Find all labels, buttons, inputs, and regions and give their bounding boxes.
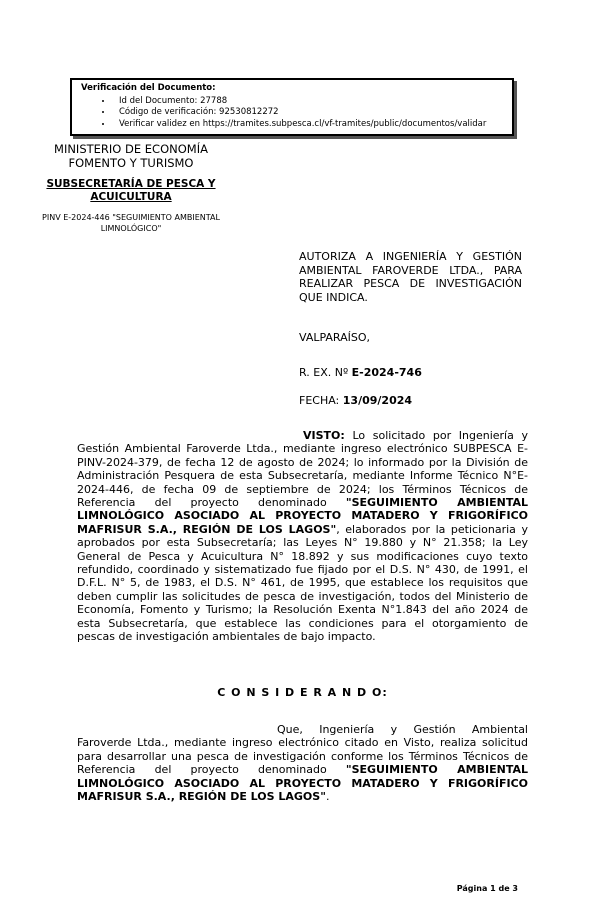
resolution-number-label: R. EX. Nº — [299, 366, 352, 379]
subsecretaria-name — [25, 178, 237, 204]
visto-text-2: , elaborados por la peticionaria y aprobados por esta Subsecretaría; las Leyes N° 19.880 y N° 21.358; la Ley General de Pesca y Acuicultura N° 18.892 y sus modificaciones cuyo texto refundido, coordinado y sistematizado fue fijado por el D.S. N° 430, de 1991, el D.F.L. N° 5, de 1983, el D.S. N° 461, de 1995, que establece los requisitos que deben cumplir las solicitudes de pesca de investigación, todos del Ministerio de Economía, Fomento y Turismo; la Resolución Exenta N°1.843 del año 2024 de esta Subsecretaría, que establece las condiciones para el otorgamiento de pescas de investigación ambientales de bajo impacto. — [77, 522, 528, 644]
project-reference: PINV E-2024-446 "SEGUIMIENTO AMBIENTAL LIMNOLÓGICO" — [42, 213, 220, 233]
ministry-line-2: FOMENTO Y TURISMO — [68, 156, 194, 170]
resolution-number-value: E-2024-746 — [351, 366, 422, 379]
verification-item-document-id: • Id del Documento: 27788 — [113, 96, 507, 108]
subsecretaria-line-1: SUBSECRETARÍA DE PESCA Y — [46, 178, 216, 190]
visto-project-title: "SEGUIMIENTO AMBIENTAL LIMNOLÓGICO ASOCIADO AL PROYECTO MATADERO Y FRIGORÍFICO MAFRISUR S.A., REGIÓN DE LOS LAGOS" — [77, 496, 528, 536]
resolution-date-value: 13/09/2024 — [342, 394, 413, 407]
page-indicator: Página 1 de 3 — [456, 884, 518, 893]
considerando-paragraph — [77, 723, 528, 803]
verification-box — [70, 78, 514, 136]
resolution-date-line — [299, 394, 412, 407]
resolution-date-label: FECHA: — [299, 394, 343, 407]
verification-item-code: • Código de verificación: 92530812272 — [113, 107, 507, 119]
considerando-heading: C O N S I D E R A N D O: — [217, 686, 388, 699]
resolution-subject: AUTORIZA A INGENIERÍA Y GESTIÓN AMBIENTAL FAROVERDE LTDA., PARA REALIZAR PESCA DE INVESTIGACIÓN QUE INDICA. — [299, 250, 522, 304]
considerando-text-2: . — [325, 790, 330, 804]
visto-heading: VISTO: — [303, 429, 345, 442]
verification-title: Verificación del Documento: — [81, 83, 216, 93]
ministry-name — [25, 142, 237, 170]
considerando-project-title: "SEGUIMIENTO AMBIENTAL LIMNOLÓGICO ASOCIADO AL PROYECTO MATADERO Y FRIGORÍFICO MAFRISUR S.A., REGIÓN DE LOS LAGOS" — [77, 763, 528, 804]
city-line: VALPARAÍSO, — [299, 331, 371, 344]
verification-item-validation-url: • Verificar validez en https://tramites.subpesca.cl/vf-tramites/public/documentos/validar — [113, 119, 507, 131]
ministry-line-1: MINISTERIO DE ECONOMÍA — [54, 142, 208, 156]
subsecretaria-line-2: ACUICULTURA — [90, 191, 172, 203]
visto-paragraph — [77, 429, 528, 644]
visto-text-1: Lo solicitado por Ingeniería y Gestión Ambiental Faroverde Ltda., mediante ingreso electrónico SUBPESCA E-PINV-2024-379, de fecha 12 de agosto de 2024; lo informado por la División de Administración Pesquera de esta Subsecretaría, mediante Informe Técnico N°E-2024-446, de fecha 09 de septiembre de 2024; los Términos Técnicos de Referencia del proyecto denominado — [77, 429, 528, 510]
resolution-number-line — [299, 366, 422, 379]
letterhead — [25, 142, 237, 234]
considerando-text-1: Que, Ingeniería y Gestión Ambiental Faroverde Ltda., mediante ingreso electrónico citado en Visto, realiza solicitud para desarrollar una pesca de investigación conforme los Términos Técnicos de Referencia del proyecto denominado — [77, 723, 528, 777]
verification-list — [81, 96, 507, 131]
